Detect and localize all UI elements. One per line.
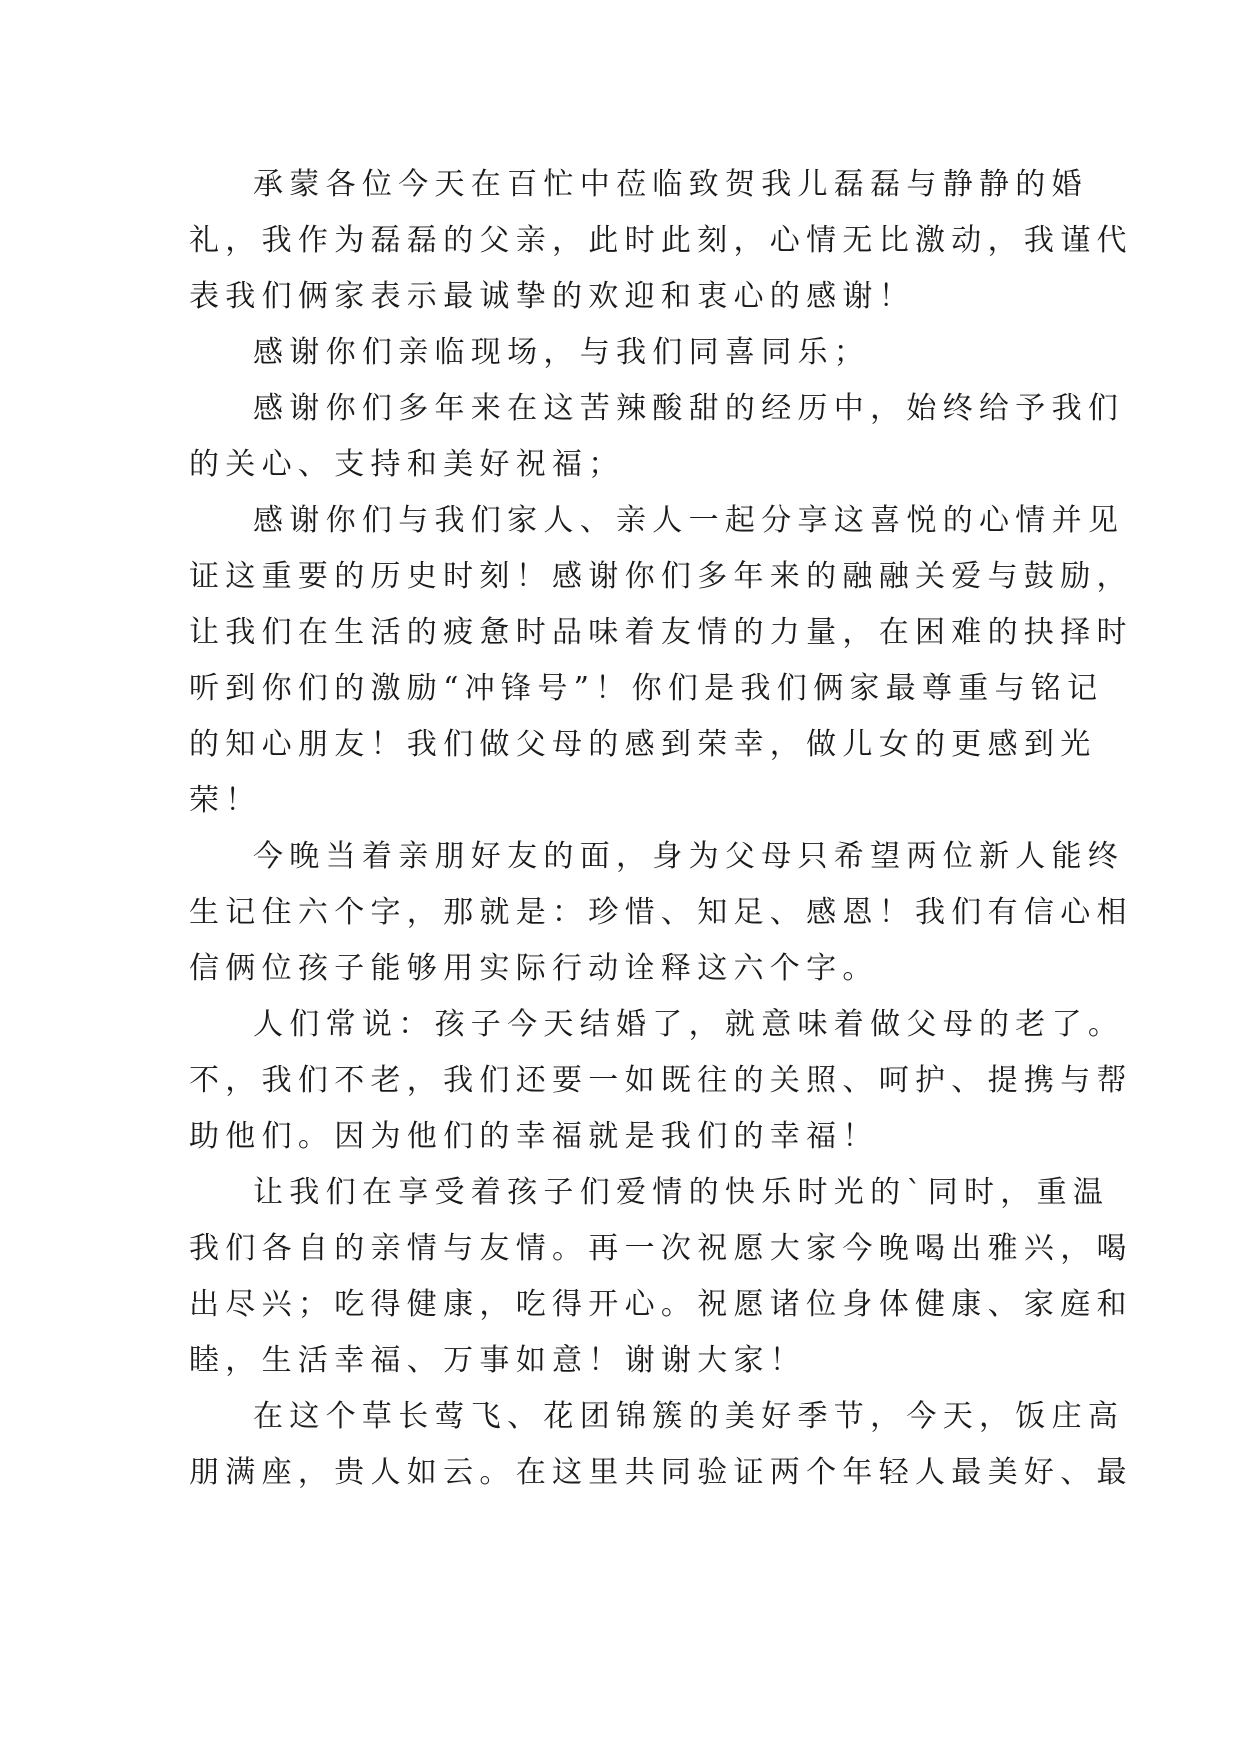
text-line: 让我们在享受着孩子们爱情的快乐时光的`同时，重温 <box>253 1175 1110 1210</box>
text-line: 出尽兴；吃得健康，吃得开心。祝愿诸位身体健康、家庭和 <box>189 1287 1133 1322</box>
text-line: 睦，生活幸福、万事如意！谢谢大家！ <box>189 1343 807 1378</box>
text-line: 的知心朋友！我们做父母的感到荣幸，做儿女的更感到光 <box>189 727 1097 762</box>
text-line: 礼，我作为磊磊的父亲，此时此刻，心情无比激动，我谨代 <box>189 223 1133 258</box>
text-line: 在这个草长莺飞、花团锦簇的美好季节，今天，饭庄高 <box>253 1399 1125 1434</box>
text-line: 我们各自的亲情与友情。再一次祝愿大家今晚喝出雅兴，喝 <box>189 1231 1133 1266</box>
text-line: 信俩位孩子能够用实际行动诠释这六个字。 <box>189 951 879 986</box>
text-line: 人们常说：孩子今天结婚了，就意味着做父母的老了。 <box>253 1007 1125 1042</box>
text-line: 感谢你们亲临现场，与我们同喜同乐； <box>253 335 871 370</box>
text-line: 表我们俩家表示最诚挚的欢迎和衷心的感谢！ <box>189 279 915 314</box>
text-line: 让我们在生活的疲惫时品味着友情的力量，在困难的抉择时 <box>189 615 1133 650</box>
text-line: 朋满座，贵人如云。在这里共同验证两个年轻人最美好、最 <box>189 1455 1133 1490</box>
text-line: 荣！ <box>189 783 262 818</box>
text-line: 生记住六个字，那就是：珍惜、知足、感恩！我们有信心相 <box>189 895 1133 930</box>
text-line: 不，我们不老，我们还要一如既往的关照、呵护、提携与帮 <box>189 1063 1133 1098</box>
text-line: 助他们。因为他们的幸福就是我们的幸福！ <box>189 1119 879 1154</box>
text-line: 今晚当着亲朋好友的面，身为父母只希望两位新人能终 <box>253 839 1125 874</box>
text-line: 感谢你们多年来在这苦辣酸甜的经历中，始终给予我们 <box>253 391 1125 426</box>
text-line: 证这重要的历史时刻！感谢你们多年来的融融关爱与鼓励， <box>189 559 1133 594</box>
text-line: 听到你们的激励“冲锋号”！你们是我们俩家最尊重与铭记 <box>189 671 1104 706</box>
text-line: 承蒙各位今天在百忙中莅临致贺我儿磊磊与静静的婚 <box>253 167 1088 202</box>
text-line: 的关心、支持和美好祝福； <box>189 447 625 482</box>
text-line: 感谢你们与我们家人、亲人一起分享这喜悦的心情并见 <box>253 503 1125 538</box>
